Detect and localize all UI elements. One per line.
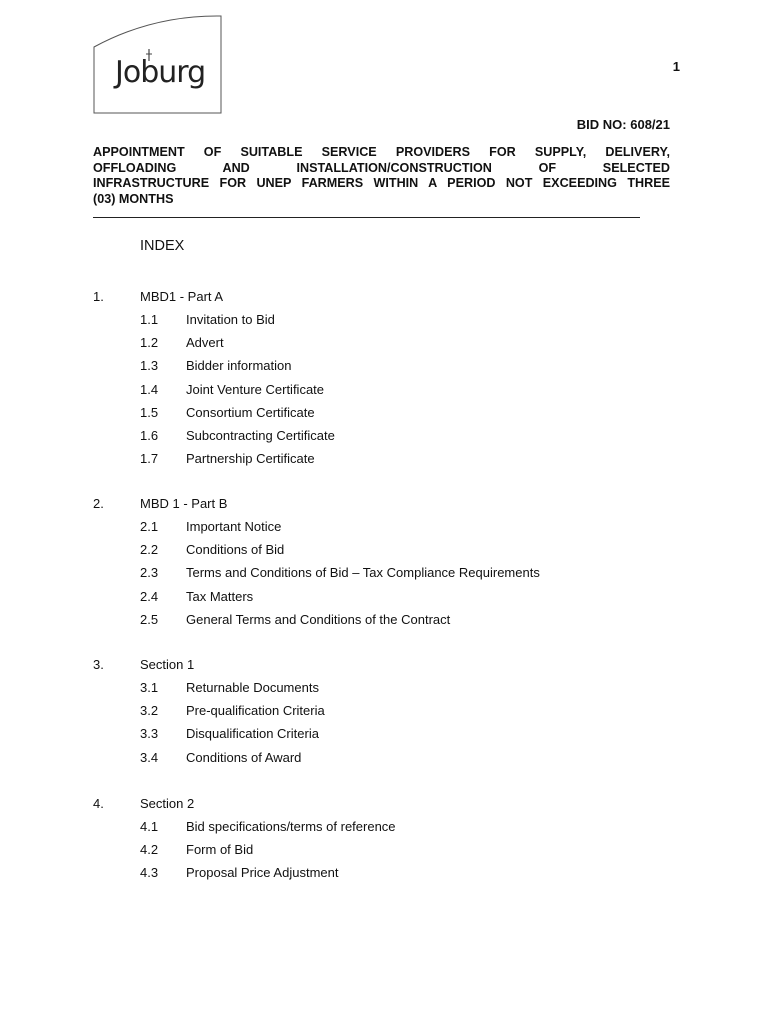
section-title: MBD 1 - Part B: [140, 496, 228, 511]
index-item: [93, 589, 693, 612]
document-title: [93, 145, 670, 207]
section-heading: [93, 657, 693, 680]
section-number: 1.: [93, 289, 104, 304]
section-title: MBD1 - Part A: [140, 289, 224, 304]
section-heading: [93, 496, 693, 519]
index-heading: INDEX: [140, 238, 185, 254]
section-heading: [93, 289, 693, 312]
index-item: [93, 335, 693, 358]
item-number: 1.3: [140, 358, 159, 374]
index-item: [93, 542, 693, 565]
item-number: 2.3: [140, 565, 159, 581]
title-line: (03) MONTHS: [93, 191, 174, 206]
index-item: [93, 312, 693, 335]
item-label: Disqualification Criteria: [186, 726, 319, 742]
item-number: 3.1: [140, 680, 159, 695]
item-number: 2.1: [140, 519, 159, 534]
item-number: 1.6: [140, 427, 159, 443]
section-title: Section 1: [140, 657, 195, 672]
index-item: [93, 703, 693, 726]
index-section: [93, 496, 693, 635]
item-label: Conditions of Award: [186, 749, 302, 765]
title-line: INFRASTRUCTURE FOR UNEP FARMERS WITHIN A PERIOD NOT EXCEEDING THREE: [93, 176, 670, 190]
index-item: [93, 428, 693, 451]
horizontal-rule: [93, 217, 640, 218]
item-number: 1.2: [140, 335, 159, 351]
item-label: Subcontracting Certificate: [186, 427, 335, 443]
item-label: Pre-qualification Criteria: [186, 703, 325, 719]
section-number: 3.: [93, 657, 104, 672]
title-line: OFFLOADING AND INSTALLATION/CONSTRUCTION OF SELECTED: [93, 160, 670, 175]
section-number: 2.: [93, 496, 104, 511]
item-label: Form of Bid: [186, 842, 254, 858]
item-label: Advert: [186, 335, 224, 351]
index-section: [93, 289, 693, 474]
page-number: 1: [672, 59, 680, 74]
bid-number: BID NO: 608/21: [576, 117, 670, 132]
logo-wordmark: Joburg: [115, 55, 206, 90]
item-number: 3.3: [140, 726, 159, 742]
index-item: [93, 382, 693, 405]
joburg-logo: [93, 15, 223, 114]
index-item: [93, 451, 693, 474]
item-label: Consortium Certificate: [186, 404, 315, 420]
item-label: Proposal Price Adjustment: [186, 865, 339, 881]
item-label: Tax Matters: [186, 588, 254, 604]
item-label: Important Notice: [186, 519, 282, 534]
item-number: 2.2: [140, 542, 159, 558]
item-number: 1.1: [140, 312, 159, 327]
item-number: 1.5: [140, 404, 159, 420]
item-label: Bid specifications/terms of reference: [186, 819, 396, 834]
index-item: [93, 726, 693, 749]
item-label: Joint Venture Certificate: [186, 381, 325, 397]
index-item: [93, 405, 693, 428]
section-number: 4.: [93, 796, 104, 811]
item-label: General Terms and Conditions of the Contract: [186, 611, 451, 627]
item-label: Terms and Conditions of Bid – Tax Compliance Requirements: [186, 565, 540, 581]
index-item: [93, 865, 693, 888]
index-item: [93, 680, 693, 703]
index-item: [93, 819, 693, 842]
item-number: 4.3: [140, 865, 159, 881]
item-label: Conditions of Bid: [186, 542, 285, 558]
item-number: 1.7: [140, 451, 159, 467]
index-item: [93, 565, 693, 588]
item-number: 1.4: [140, 381, 159, 397]
item-number: 4.1: [140, 819, 159, 834]
item-number: 2.4: [140, 588, 159, 604]
item-number: 3.4: [140, 749, 159, 765]
item-label: Bidder information: [186, 358, 292, 374]
index-section: [93, 796, 693, 889]
index-item: [93, 612, 693, 635]
item-label: Invitation to Bid: [186, 312, 275, 327]
item-number: 3.2: [140, 703, 159, 719]
index-item: [93, 519, 693, 542]
section-heading: [93, 796, 693, 819]
index-section: [93, 657, 693, 773]
item-label: Partnership Certificate: [186, 451, 315, 467]
item-number: 2.5: [140, 611, 159, 627]
item-label: Returnable Documents: [186, 680, 319, 695]
title-line: APPOINTMENT OF SUITABLE SERVICE PROVIDERS FOR SUPPLY, DELIVERY,: [93, 145, 670, 159]
index-item: [93, 750, 693, 773]
index-item: [93, 842, 693, 865]
item-number: 4.2: [140, 842, 159, 858]
section-title: Section 2: [140, 796, 195, 811]
index-item: [93, 358, 693, 381]
